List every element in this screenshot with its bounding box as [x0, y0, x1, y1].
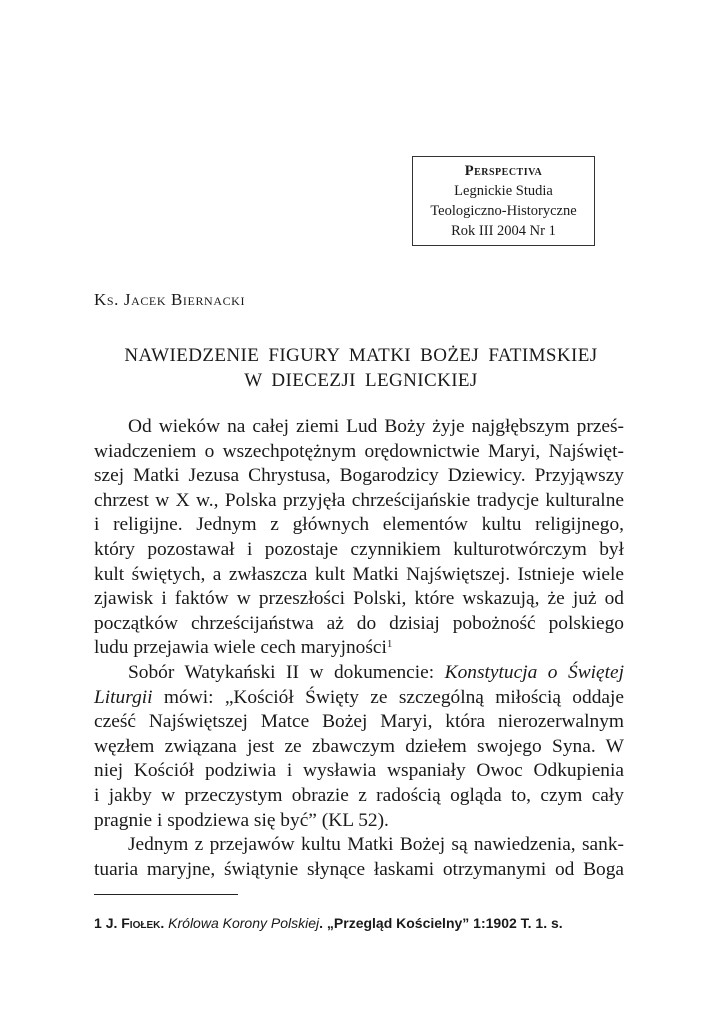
article-title-line-2: W DIECEZJI LEGNICKIEJ [244, 370, 478, 391]
footnote-work-title: Królowa Korony Polskiej [168, 915, 320, 931]
footnote-rest: . „Przegląd Kościelny” 1:1902 T. 1. s. [319, 915, 563, 931]
article-author: Ks. Jacek Biernacki [94, 290, 246, 309]
body-line: pragnie i spodziewa się być” (KL 52). [94, 809, 389, 831]
article-body [94, 415, 624, 882]
body-line [94, 661, 624, 686]
body-line: zjawisk i faktów w przeszłości Polski, które wskazują, że już od [94, 588, 624, 610]
article-title [94, 343, 628, 393]
document-title: Konstytucja o Świętej [444, 661, 625, 683]
body-line: i religijne. Jednym z głównych elementów kultu religijnego, [94, 514, 624, 536]
body-line: wiadczeniem o wszechpotężnym orędownictwie Maryi, Najświęt- [94, 440, 624, 462]
body-line: początków chrześcijaństwa aż do dzisiaj pobożność polskiego [94, 612, 624, 634]
footnote-number: 1 [94, 915, 102, 931]
journal-subtitle-1: Legnickie Studia [454, 183, 553, 199]
body-line: Od wieków na całej ziemi Lud Boży żyje najgłębszym prześ- [128, 416, 624, 437]
body-line [94, 636, 624, 661]
footnote-ref: 1 [386, 638, 393, 651]
body-line: kult świętych, a zwłaszcza kult Matki Najświętszej. Istnieje wiele [94, 563, 624, 585]
body-line: węzłem związana jest ze zbawczym dziełem swojego Syna. W [94, 735, 624, 757]
document-title: Liturgii [94, 686, 153, 708]
body-line: cześć Najświętszej Matce Bożej Maryi, która nierozerwalnym [94, 711, 624, 733]
footnote-author: J. Fiołek. [105, 915, 165, 931]
body-line [94, 686, 624, 711]
article-title-line-1: NAWIEDZENIE FIGURY MATKI BOŻEJ FATIMSKIEJ [124, 345, 598, 366]
body-line: tuaria maryjne, świątynie słynące łaskami otrzymanymi od Boga [94, 858, 624, 880]
footnote [94, 915, 563, 931]
journal-name: Perspectiva [464, 163, 543, 179]
journal-subtitle-2: Teologiczno-Historyczne [430, 203, 577, 219]
body-line-text: Sobór Watykański II w dokumencie: [128, 661, 445, 683]
body-line: który pozostawał i pozostaje czynnikiem kulturotwórczym był [94, 538, 624, 560]
body-line: chrzest w X w., Polska przyjęła chrześcijańskie tradycje kulturalne [94, 489, 624, 511]
body-line: Jednym z przejawów kultu Matki Bożej są nawiedzenia, sank- [128, 834, 624, 856]
footnote-separator [94, 894, 238, 895]
body-line-text: ludu przejawia wiele cech maryjności [94, 637, 387, 659]
journal-issue: Rok III 2004 Nr 1 [451, 223, 556, 239]
body-line: i jakby w przeczystym obrazie z radością ogląda to, czym cały [94, 784, 624, 806]
body-line: niej Kościół podziwia i wysławia wspaniały Owoc Odkupienia [94, 760, 624, 782]
body-line-text: mówi: „Kościół Święty ze szczególną miłością oddaje [152, 686, 624, 708]
journal-info-box [412, 156, 595, 246]
body-line: szej Matki Jezusa Chrystusa, Bogarodzicy Dziewicy. Przyjąwszy [94, 465, 624, 487]
